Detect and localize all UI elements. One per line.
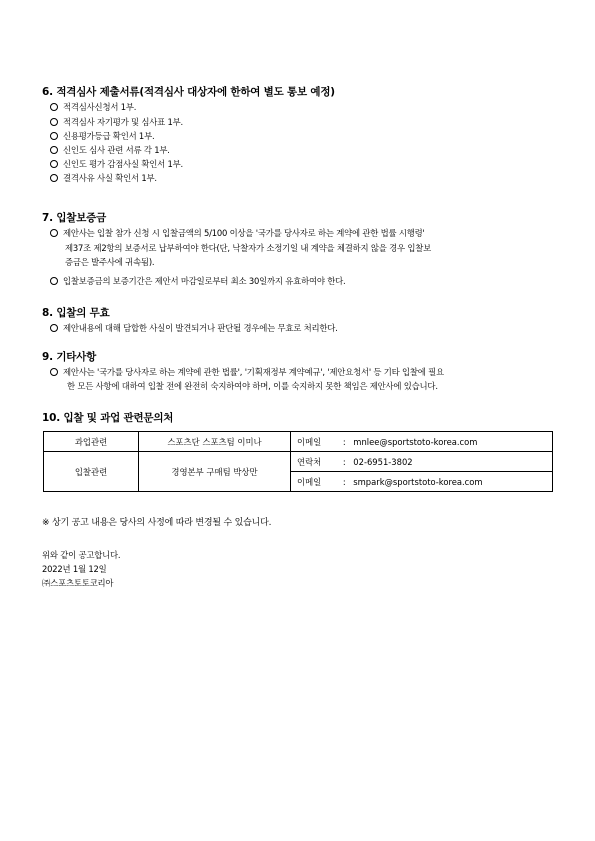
circle-bullet-icon (50, 118, 58, 126)
table-cell-contact (291, 472, 553, 492)
circle-bullet-icon (50, 368, 58, 376)
list-item (50, 172, 157, 184)
table-cell-contact (291, 452, 553, 472)
contact-phone: 02-6951-3802 (353, 456, 413, 467)
circle-bullet-icon (50, 229, 58, 237)
list-item-text: 적격심사 자기평가 및 심사표 1부. (63, 117, 184, 127)
list-item (50, 144, 170, 156)
list-item (50, 116, 183, 128)
announcement-date: 2022년 1월 12일 (42, 564, 107, 574)
contact-colon: : (342, 456, 346, 467)
circle-bullet-icon (50, 103, 58, 111)
section-10-heading: 10. 입찰 및 과업 관련문의처 (42, 412, 174, 424)
table-cell-contact (291, 432, 553, 452)
notice-text: ※ 상기 공고 내용은 당사의 사정에 따라 변경될 수 있습니다. (42, 518, 272, 528)
contact-email[interactable]: smpark@sportstoto-korea.com (353, 476, 483, 487)
table-cell-person: 스포츠단 스포츠팀 이미나 (139, 432, 291, 452)
table-row (44, 432, 553, 452)
section-7-heading: 7. 입찰보증금 (42, 212, 107, 224)
company-name: ㈜스포츠토토코리아 (42, 578, 114, 588)
contact-colon: : (342, 436, 346, 447)
contact-email[interactable]: mnlee@sportstoto-korea.com (353, 436, 478, 447)
circle-bullet-icon (50, 324, 58, 332)
list-item-text: 적격심사신청서 1부. (63, 102, 137, 112)
circle-bullet-icon (50, 146, 58, 154)
section-6-heading: 6. 적격심사 제출서류(적격심사 대상자에 한하여 별도 통보 예정) (42, 86, 335, 98)
list-item-continuation: 증금은 발주사에 귀속됨). (65, 257, 155, 267)
contact-table (43, 431, 553, 492)
list-item-text: 신인도 평가 감점사실 확인서 1부. (63, 159, 184, 169)
list-item-text: 제안사는 '국가를 당사자로 하는 계약에 관한 법률', '기획재정부 계약예규', '제안요청서' 등 기타 입찰에 필요 (63, 367, 444, 377)
circle-bullet-icon (50, 277, 58, 285)
list-item-text: 입찰보증금의 보증기간은 제안서 마감일로부터 최소 30일까지 유효하여야 한다. (63, 276, 346, 286)
list-item-text: 제안사는 입찰 참가 신청 시 입찰금액의 5/100 이상을 '국가를 당사자로 하는 계약에 관한 법률 시행령' (63, 228, 425, 238)
list-item (50, 322, 338, 334)
closing-line: 위와 같이 공고합니다. (42, 550, 121, 560)
list-item-text: 제안내용에 대해 담합한 사실이 발견되거나 판단될 경우에는 무효로 처리한다. (63, 323, 338, 333)
table-row (44, 452, 553, 472)
contact-colon: : (342, 476, 346, 487)
table-cell-person: 경영본부 구매팀 박상만 (139, 452, 291, 492)
table-cell-category: 과업관련 (44, 432, 139, 452)
list-item-text: 신용평가등급 확인서 1부. (63, 131, 155, 141)
table-cell-category: 입찰관련 (44, 452, 139, 492)
list-item-text: 결격사유 사실 확인서 1부. (63, 173, 157, 183)
list-item (50, 101, 136, 113)
circle-bullet-icon (50, 160, 58, 168)
list-item (50, 130, 154, 142)
list-item-text: 신인도 심사 관련 서류 각 1부. (63, 145, 170, 155)
list-item-continuation: 한 모든 사항에 대하여 입찰 전에 완전히 숙지하여야 하며, 이를 숙지하지 못한 책임은 제안사에 있습니다. (67, 381, 438, 391)
list-item (50, 275, 345, 287)
section-9-heading: 9. 기타사항 (42, 351, 97, 363)
contact-label: 이메일 (297, 476, 322, 487)
contact-label: 연락처 (297, 456, 322, 467)
list-item (50, 366, 444, 378)
contact-label: 이메일 (297, 436, 322, 447)
list-item-continuation: 제37조 제2항의 보증서로 납부하여야 한다(단, 낙찰자가 소정기일 내 계약을 체결하지 않을 경우 입찰보 (65, 243, 432, 253)
list-item (50, 227, 425, 239)
circle-bullet-icon (50, 132, 58, 140)
circle-bullet-icon (50, 174, 58, 182)
list-item (50, 158, 183, 170)
section-8-heading: 8. 입찰의 무효 (42, 307, 110, 319)
